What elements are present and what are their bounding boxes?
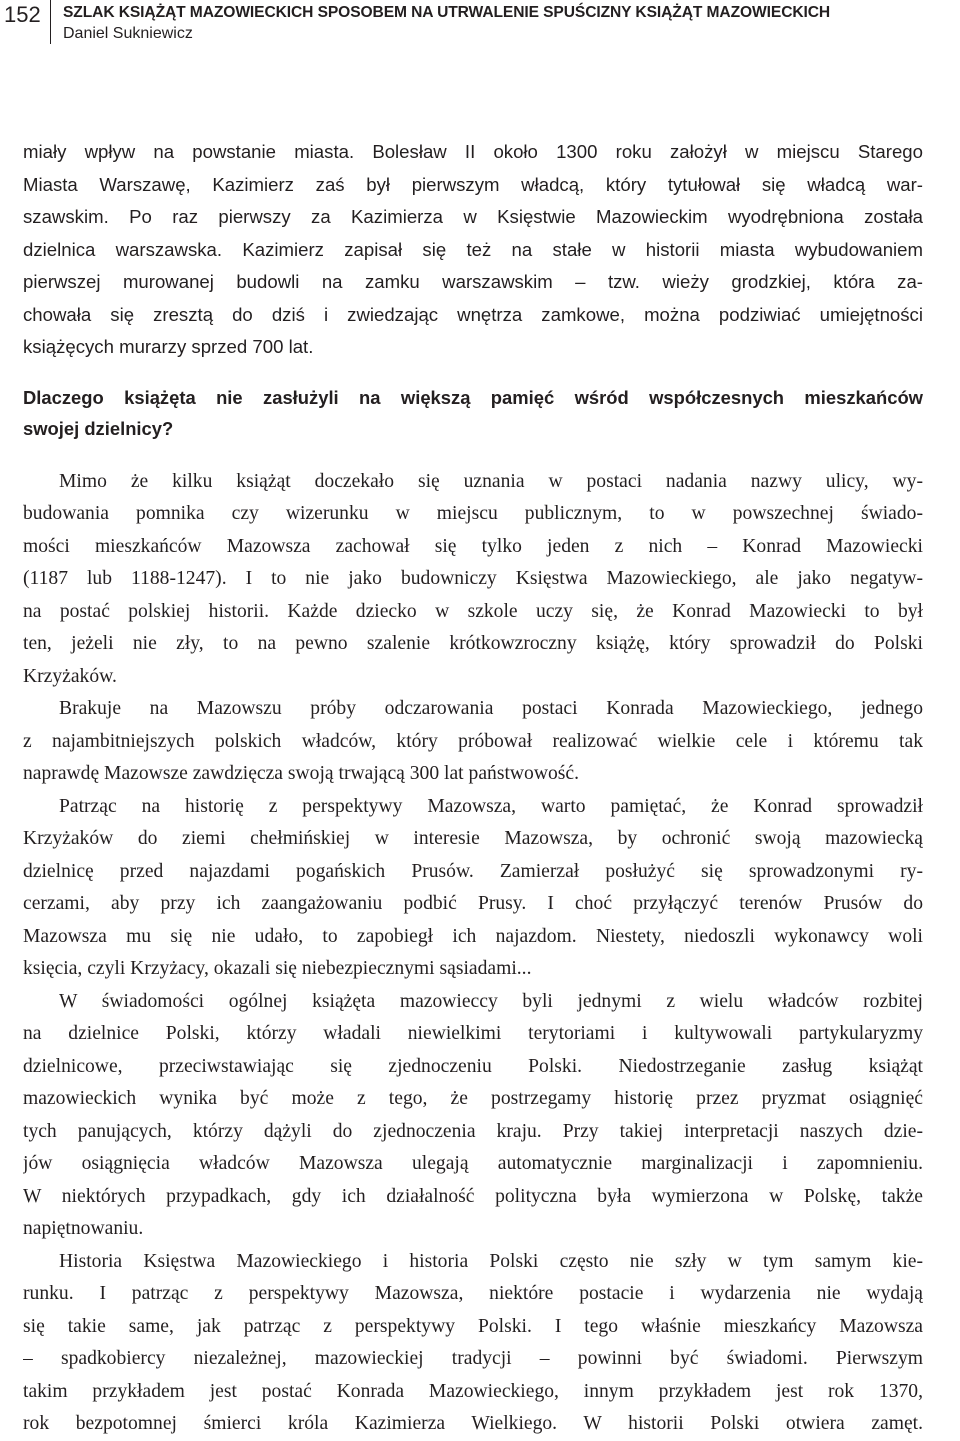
heading-line: Dlaczego książęta nie zasłużyli na większą pamięć wśród współczesnych mieszkańców xyxy=(23,386,923,408)
running-title: SZLAK KSIĄŻĄT MAZOWIECKICH SPOSOBEM NA UTRWALENIE SPUŚCIZNY KSIĄŻĄT MAZOWIECKICH xyxy=(63,4,831,21)
text-line: chowała się zresztą do dziś i zwiedzając wnętrza zamkowe, można podziwiać umiejętności xyxy=(23,303,923,325)
text-line: się takie same, jak patrząc z perspektywy Polski. I tego właśnie mieszkańcy Mazowsza xyxy=(23,1315,923,1337)
text-line: pierwszej murowanej budowli na zamku warszawskim – tzw. wieży grodzkiej, która za- xyxy=(23,271,923,292)
text-line: mazowieckich wynika być może z tego, że postrzegamy historię przez pryzmat osiągnięć xyxy=(23,1088,923,1109)
text-line: W niektórych przypadkach, gdy ich działalność polityczna była wymierzona w Polskę, także xyxy=(23,1185,923,1207)
text-line: Brakuje na Mazowszu próby odczarowania postaci Konrada Mazowieckiego, jednego xyxy=(59,698,923,719)
text-line: ten, jeżeli nie zły, to na pewno szalenie krótkowzroczny książę, który sprowadził do Polski xyxy=(23,633,923,654)
text-line: miały wpływ na powstanie miasta. Bolesław II około 1300 roku założył w miejscu Starego xyxy=(23,141,923,162)
text-line: Historia Księstwa Mazowieckiego i historia Polski często nie szły w tym samym kie- xyxy=(59,1250,923,1272)
running-header xyxy=(0,0,960,46)
text-line: naprawdę Mazowsze zawdzięcza swoją trwającą 300 lat państwowość. xyxy=(23,763,580,784)
text-line: szawskim. Po raz pierwszy za Kazimierza w Księstwie Mazowieckim wyodrębniona została xyxy=(23,206,923,227)
text-line: na postać polskiej historii. Każde dziecko w szkole uczy się, że Konrad Mazowiecki to był xyxy=(23,600,923,622)
text-line: dzielnica warszawska. Kazimierz zapisał się też na stałe w historii miasta wybudowaniem xyxy=(23,238,923,260)
text-line: Miasta Warszawę, Kazimierz zaś był pierwszym władcą, który tytułował się władcą war- xyxy=(23,173,923,195)
text-line: dzielnicowe, przeciwstawiając się zjednoczeniu Polski. Niedostrzeganie zasług książąt xyxy=(23,1055,923,1077)
page-body xyxy=(23,136,923,1436)
text-line: Mimo że kilku książąt doczekało się uznania w postaci nadania nazwy ulicy, wy- xyxy=(59,470,923,492)
text-line: – spadkobiercy niezależnej, mazowieckiej tradycji – powinni być świadomi. Pierwszym xyxy=(23,1348,923,1369)
paragraph-patrzac xyxy=(23,791,923,986)
text-line: (1187 lub 1188-1247). I to nie jako budowniczy Księstwa Mazowieckiego, ale jako negatyw- xyxy=(23,568,923,589)
text-line: runku. I patrząc z perspektywy Mazowsza, niektóre postacie i wydarzenia nie wydają xyxy=(23,1283,923,1304)
page-number: 152 xyxy=(4,2,41,27)
text-line: napiętnowaniu. xyxy=(23,1218,144,1239)
text-line: takim przykładem jest postać Konrada Mazowieckiego, innym przykładem jest rok 1370, xyxy=(23,1380,923,1402)
text-line: z najambitniejszych polskich władców, który próbował realizować wielkie cele i któremu tak xyxy=(23,730,923,752)
text-line: Mazowsza mu się nie udało, to zapobiegł ich najazdom. Niestety, niedoszli wykonawcy woli xyxy=(23,925,923,947)
text-line: dzielnicę przed najazdami pogańskich Prusów. Zamierzał posłużyć się sprowadzonymi ry- xyxy=(23,860,923,882)
text-line: Patrząc na historię z perspektywy Mazowsza, warto pamiętać, że Konrad sprowadził xyxy=(59,795,923,817)
paragraph-swiadomosc xyxy=(23,986,923,1246)
text-line: książęcych murarzy sprzed 700 lat. xyxy=(23,336,314,357)
section-heading xyxy=(23,382,923,444)
text-line: Krzyżaków. xyxy=(23,665,117,687)
text-line: cerzami, aby przy ich zaangażowaniu podbić Prusy. I choć przyłączyć terenów Prusów do xyxy=(23,893,923,914)
heading-line: swojej dzielnicy? xyxy=(23,417,174,439)
text-line: jów osiągnięcia władców Mazowsza ulegają automatycznie marginalizacji i zapomnieniu. xyxy=(23,1153,923,1174)
paragraph-historia xyxy=(23,1246,923,1441)
text-line: mości mieszkańców Mazowsza zachował się tylko jeden z nich – Konrad Mazowiecki xyxy=(23,535,923,557)
text-line: na dzielnice Polski, którzy władali niewielkimi terytoriami i kultywowali partykularyzmy xyxy=(23,1023,923,1044)
running-author: Daniel Sukniewicz xyxy=(63,25,193,42)
text-line: tych panujących, którzy dążyli do zjednoczenia kraju. Przy takiej interpretacji naszych dzie- xyxy=(23,1120,923,1142)
text-line: W świadomości ogólnej książęta mazowieccy byli jednymi z wielu władców rozbitej xyxy=(59,990,923,1012)
intro-paragraph xyxy=(23,136,923,364)
text-line: budowania pomnika czy wizerunku w miejscu publicznym, to w powszechnej świado- xyxy=(23,503,923,524)
paragraph-brakuje xyxy=(23,693,923,791)
text-line: księcia, czyli Krzyżacy, okazali się niebezpiecznymi sąsiadami... xyxy=(23,958,532,979)
text-line: rok bezpotomnej śmierci króla Kazimierza Wielkiego. W historii Polski otwiera zamęt. xyxy=(23,1413,923,1434)
header-divider xyxy=(50,0,51,44)
text-line: Krzyżaków do ziemi chełmińskiej w interesie Mazowsza, by ochronić swoją mazowiecką xyxy=(23,828,923,849)
paragraph-konrad xyxy=(23,466,923,694)
